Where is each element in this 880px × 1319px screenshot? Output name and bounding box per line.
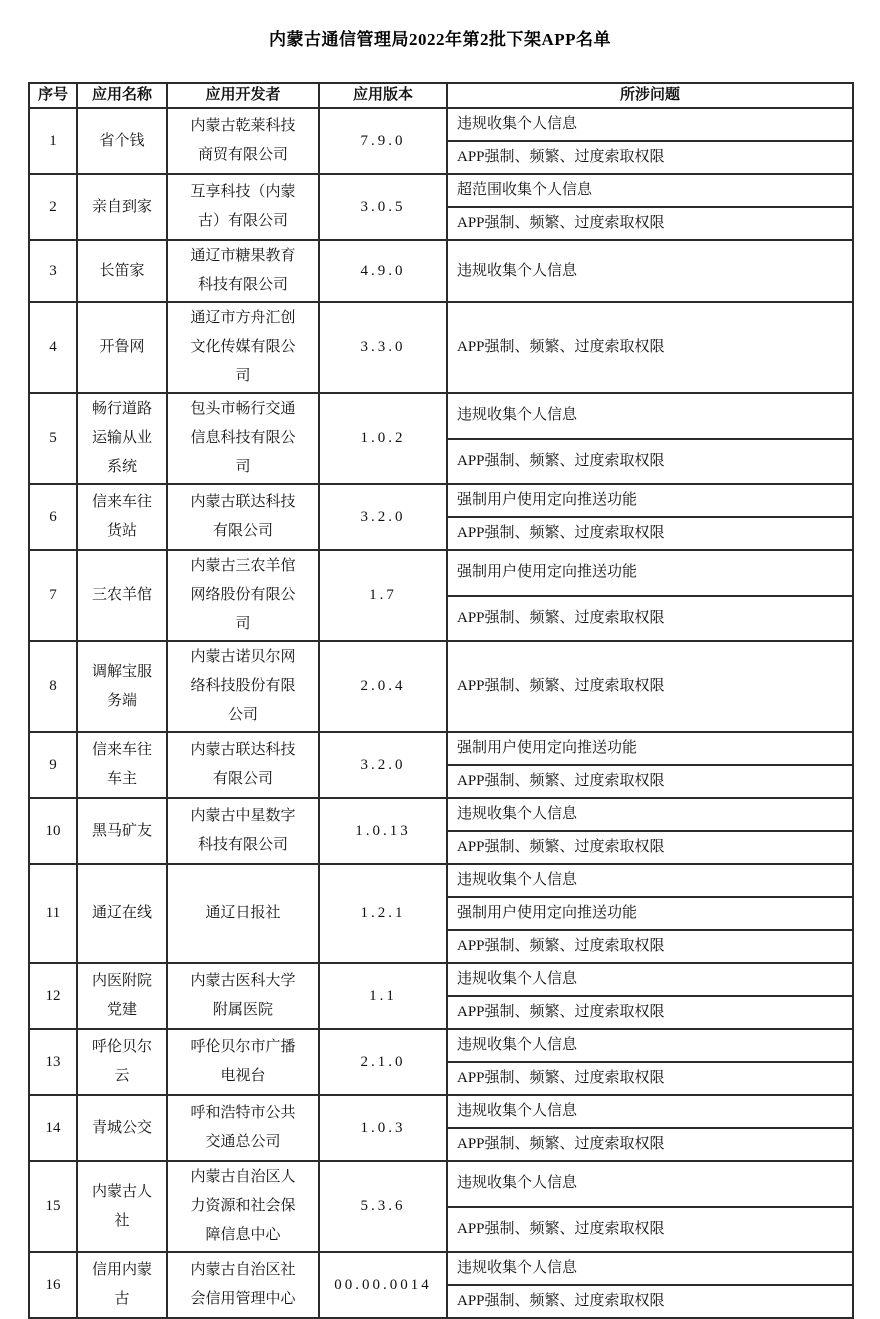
issue-cell: 违规收集个人信息: [447, 240, 853, 302]
table-row: [29, 550, 853, 596]
version-cell: 1.0.2: [319, 393, 447, 484]
app-name-cell: 信来车往车主: [77, 732, 167, 798]
issue-cell: APP强制、频繁、过度索取权限: [447, 930, 853, 963]
developer-cell: 内蒙古诺贝尔网络科技股份有限公司: [167, 641, 319, 732]
issue-cell: 违规收集个人信息: [447, 1029, 853, 1062]
table-header: [29, 83, 853, 108]
table-row: [29, 484, 853, 517]
table-row: [29, 1095, 853, 1128]
table-row: [29, 864, 853, 897]
issue-cell: 强制用户使用定向推送功能: [447, 550, 853, 596]
row-no-cell: 15: [29, 1161, 77, 1252]
header-cell-name: 应用名称: [77, 83, 167, 108]
version-cell: 2.1.0: [319, 1029, 447, 1095]
developer-cell: 内蒙古中星数字科技有限公司: [167, 798, 319, 864]
developer-cell: 通辽日报社: [167, 864, 319, 963]
row-no-cell: 1: [29, 108, 77, 174]
issue-cell: 违规收集个人信息: [447, 1252, 853, 1285]
version-cell: 7.9.0: [319, 108, 447, 174]
row-no-cell: 12: [29, 963, 77, 1029]
header-cell-version: 应用版本: [319, 83, 447, 108]
table-row: [29, 1161, 853, 1207]
issue-cell: APP强制、频繁、过度索取权限: [447, 641, 853, 732]
page-title: 内蒙古通信管理局2022年第2批下架APP名单: [268, 30, 612, 49]
table-row: [29, 174, 853, 207]
issue-cell: APP强制、频繁、过度索取权限: [447, 765, 853, 798]
developer-cell: 内蒙古乾莱科技商贸有限公司: [167, 108, 319, 174]
row-no-cell: 14: [29, 1095, 77, 1161]
issue-cell: APP强制、频繁、过度索取权限: [447, 439, 853, 485]
issue-cell: 超范围收集个人信息: [447, 174, 853, 207]
developer-cell: 呼和浩特市公共交通总公司: [167, 1095, 319, 1161]
issue-cell: APP强制、频繁、过度索取权限: [447, 141, 853, 174]
header-cell-no: 序号: [29, 83, 77, 108]
row-no-cell: 4: [29, 302, 77, 393]
header-cell-developer: 应用开发者: [167, 83, 319, 108]
app-name-cell: 内医附院党建: [77, 963, 167, 1029]
table-row: [29, 963, 853, 996]
issue-cell: APP强制、频繁、过度索取权限: [447, 1207, 853, 1253]
developer-cell: 通辽市糖果教育科技有限公司: [167, 240, 319, 302]
developer-cell: 内蒙古联达科技有限公司: [167, 484, 319, 550]
issue-cell: 违规收集个人信息: [447, 798, 853, 831]
developer-cell: 呼伦贝尔市广播电视台: [167, 1029, 319, 1095]
header-row: [29, 83, 853, 108]
version-cell: 1.7: [319, 550, 447, 641]
issue-cell: 强制用户使用定向推送功能: [447, 484, 853, 517]
row-no-cell: 11: [29, 864, 77, 963]
app-name-cell: 亲自到家: [77, 174, 167, 240]
table-row: [29, 302, 853, 393]
developer-cell: 内蒙古医科大学附属医院: [167, 963, 319, 1029]
app-name-cell: 青城公交: [77, 1095, 167, 1161]
version-cell: 4.9.0: [319, 240, 447, 302]
table-row: [29, 798, 853, 831]
issue-cell: 违规收集个人信息: [447, 1161, 853, 1207]
version-cell: 00.00.0014: [319, 1252, 447, 1318]
issue-cell: 违规收集个人信息: [447, 963, 853, 996]
version-cell: 1.0.13: [319, 798, 447, 864]
app-name-cell: 内蒙古人社: [77, 1161, 167, 1252]
version-cell: 3.2.0: [319, 484, 447, 550]
version-cell: 3.2.0: [319, 732, 447, 798]
issue-cell: APP强制、频繁、过度索取权限: [447, 1128, 853, 1161]
row-no-cell: 3: [29, 240, 77, 302]
table-row: [29, 641, 853, 732]
issue-cell: APP强制、频繁、过度索取权限: [447, 207, 853, 240]
version-cell: 3.0.5: [319, 174, 447, 240]
version-cell: 1.2.1: [319, 864, 447, 963]
header-cell-issues: 所涉问题: [447, 83, 853, 108]
app-name-cell: 长笛家: [77, 240, 167, 302]
developer-cell: 内蒙古联达科技有限公司: [167, 732, 319, 798]
developer-cell: 通辽市方舟汇创文化传媒有限公司: [167, 302, 319, 393]
version-cell: 1.1: [319, 963, 447, 1029]
app-name-cell: 调解宝服务端: [77, 641, 167, 732]
issue-cell: 违规收集个人信息: [447, 864, 853, 897]
app-name-cell: 开鲁网: [77, 302, 167, 393]
app-name-cell: 呼伦贝尔云: [77, 1029, 167, 1095]
table-row: [29, 393, 853, 439]
issue-cell: APP强制、频繁、过度索取权限: [447, 1062, 853, 1095]
app-takedown-table: [28, 82, 854, 1319]
row-no-cell: 8: [29, 641, 77, 732]
version-cell: 2.0.4: [319, 641, 447, 732]
table-row: [29, 108, 853, 141]
app-name-cell: 畅行道路运输从业系统: [77, 393, 167, 484]
row-no-cell: 10: [29, 798, 77, 864]
table-body: [29, 108, 853, 1318]
app-name-cell: 信用内蒙古: [77, 1252, 167, 1318]
issue-cell: 违规收集个人信息: [447, 108, 853, 141]
table-row: [29, 732, 853, 765]
issue-cell: APP强制、频繁、过度索取权限: [447, 831, 853, 864]
app-name-cell: 三农羊倌: [77, 550, 167, 641]
version-cell: 1.0.3: [319, 1095, 447, 1161]
app-name-cell: 通辽在线: [77, 864, 167, 963]
row-no-cell: 5: [29, 393, 77, 484]
version-cell: 5.3.6: [319, 1161, 447, 1252]
row-no-cell: 2: [29, 174, 77, 240]
issue-cell: APP强制、频繁、过度索取权限: [447, 1285, 853, 1318]
developer-cell: 内蒙古自治区人力资源和社会保障信息中心: [167, 1161, 319, 1252]
row-no-cell: 16: [29, 1252, 77, 1318]
table-row: [29, 1029, 853, 1062]
issue-cell: 违规收集个人信息: [447, 1095, 853, 1128]
developer-cell: 互享科技（内蒙古）有限公司: [167, 174, 319, 240]
row-no-cell: 13: [29, 1029, 77, 1095]
app-name-cell: 省个钱: [77, 108, 167, 174]
row-no-cell: 6: [29, 484, 77, 550]
developer-cell: 内蒙古三农羊倌网络股份有限公司: [167, 550, 319, 641]
issue-cell: 强制用户使用定向推送功能: [447, 897, 853, 930]
app-name-cell: 信来车往货站: [77, 484, 167, 550]
issue-cell: APP强制、频繁、过度索取权限: [447, 996, 853, 1029]
issue-cell: APP强制、频繁、过度索取权限: [447, 517, 853, 550]
issue-cell: APP强制、频繁、过度索取权限: [447, 302, 853, 393]
version-cell: 3.3.0: [319, 302, 447, 393]
developer-cell: 包头市畅行交通信息科技有限公司: [167, 393, 319, 484]
app-name-cell: 黑马矿友: [77, 798, 167, 864]
issue-cell: APP强制、频繁、过度索取权限: [447, 596, 853, 642]
row-no-cell: 9: [29, 732, 77, 798]
table-row: [29, 240, 853, 302]
issue-cell: 强制用户使用定向推送功能: [447, 732, 853, 765]
row-no-cell: 7: [29, 550, 77, 641]
table-row: [29, 1252, 853, 1285]
developer-cell: 内蒙古自治区社会信用管理中心: [167, 1252, 319, 1318]
issue-cell: 违规收集个人信息: [447, 393, 853, 439]
